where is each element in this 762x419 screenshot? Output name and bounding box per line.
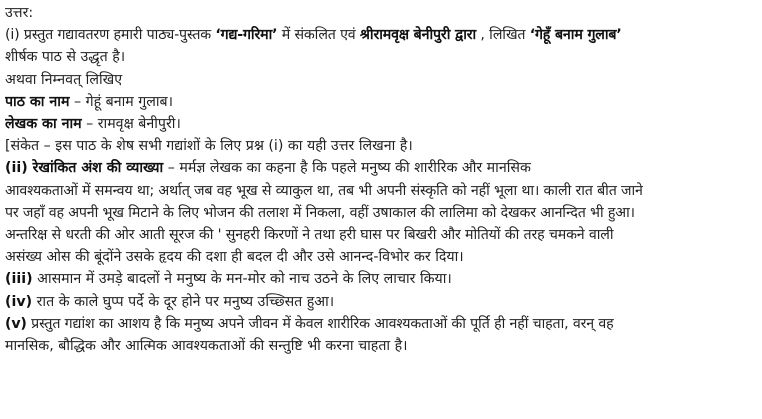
para-v-label: (v) xyxy=(5,315,27,332)
para-iii-line xyxy=(5,268,757,290)
para-iii-text: आसमान में उमड़े बादलों ने मनुष्य के मन-मोर को नाच उठने के लिए लाचार किया। xyxy=(32,271,452,288)
lesson-name-value: – गेहूं बनाम गुलाब। xyxy=(69,93,174,110)
lesson-name-label: पाठ का नाम xyxy=(5,93,70,110)
para-i-mid-2: , लिखित xyxy=(476,27,530,44)
author-name-value: – रामवृक्ष बेनीपुरी। xyxy=(81,116,181,133)
para-iv-text: रात के काले घुप्प पर्दे के दूर होने पर मनुष्य उच्छ्सित हुआ। xyxy=(32,293,335,310)
answer-label: उत्तर: xyxy=(5,5,34,21)
para-i-prefix: (i) प्रस्तुत गद्यावतरण हमारी पाठ्य-पुस्तक xyxy=(5,27,216,44)
para-ii-line-1 xyxy=(5,157,757,179)
para-ii-line-5: असंख्य ओस की बूंदोंने उसके हृदय की दशा ही बदल दी और उसे आनन्द-विभोर कर दिया। xyxy=(5,249,464,266)
chapter-title: ‘गेहूँ बनाम गुलाब’ xyxy=(529,27,622,44)
book-title: ‘गद्य-गरिमा’ xyxy=(215,27,278,44)
alt-line: अथवा निम्नवत् लिखिए xyxy=(5,71,123,88)
para-v-line-1 xyxy=(5,313,757,335)
para-i-line-2: शीर्षक पाठ से उद्धृत है। xyxy=(5,49,126,66)
para-ii-text-1: – मर्मज्ञ लेखक का कहना है कि पहले मनुष्य की शारीरिक और मानसिक xyxy=(163,160,531,177)
para-ii-line-3: पर जहाँ वह अपनी भूख मिटाने के लिए भोजन की तलाश में निकला, वहीं उषाकाल की लालिमा को देखकर आनन्दित भी हुआ। xyxy=(5,204,635,221)
para-ii-line-4: अन्तरिक्ष से धरती की ओर आती सूरज की ' सुनहरी किरणों ने तथा हरी घास पर बिखरी और मोतियों की तरह चमकने वाली xyxy=(5,227,614,244)
lesson-name-line xyxy=(5,91,757,113)
author-name-line xyxy=(5,113,757,135)
para-ii-label: (ii) रेखांकित अंश की व्याख्या xyxy=(5,160,164,177)
answer-document xyxy=(5,2,757,357)
para-iii-label: (iii) xyxy=(5,271,33,288)
para-i-line-1 xyxy=(5,24,757,46)
para-iv-label: (iv) xyxy=(5,293,33,310)
author-name-label: लेखक का नाम xyxy=(5,116,82,133)
para-ii-line-2: आवश्यकताओं में समन्वय था; अर्थात् जब वह भूख से व्याकुल था, तब भी अपनी संस्कृति को नहीं भूला था। काली रात बीत जाने xyxy=(5,182,643,199)
para-v-line-2: मानसिक, बौद्धिक और आत्मिक आवश्यकताओं की सन्तुष्टि भी करना चाहता है। xyxy=(5,338,408,355)
hint-note: [संकेत – इस पाठ के शेष सभी गद्यांशों के लिए प्रश्न (i) का यही उत्तर लिखना है। xyxy=(5,138,413,155)
para-i-mid-1: में संकलित एवं xyxy=(277,27,360,44)
para-iv-line xyxy=(5,291,757,313)
author-credit: श्रीरामवृक्ष बेनीपुरी द्वारा xyxy=(359,27,477,44)
para-v-text-1: प्रस्तुत गद्यांश का आशय है कि मनुष्य अपने जीवन में केवल शारीरिक आवश्यकताओं की पूर्ति ही नहीं चाहता, वरन् वह xyxy=(26,315,614,332)
